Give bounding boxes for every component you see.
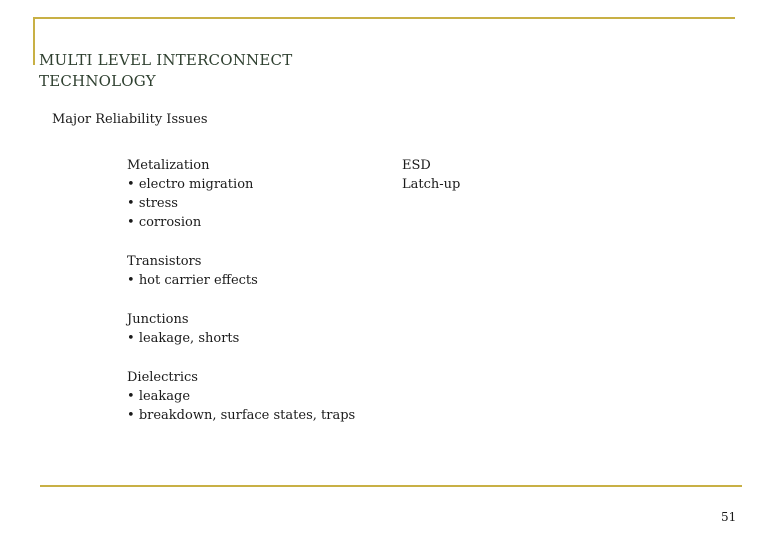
group-junctions — [127, 310, 239, 348]
bullet-item: • stress — [127, 194, 253, 213]
top-border-line — [33, 17, 735, 19]
group-dielectrics — [127, 368, 355, 425]
group-transistors — [127, 252, 258, 290]
group-heading: Dielectrics — [127, 370, 198, 385]
issue-latch-up: Latch-up — [402, 177, 461, 192]
slide-title — [39, 50, 439, 92]
bullet-item: • leakage, shorts — [127, 329, 239, 348]
bullet-item: • breakdown, surface states, traps — [127, 406, 355, 425]
group-heading: Junctions — [127, 312, 189, 327]
bullet-item: • corrosion — [127, 213, 253, 232]
bullet-item: • leakage — [127, 387, 355, 406]
title-line-2: TECHNOLOGY — [39, 72, 156, 90]
slide-subtitle: Major Reliability Issues — [52, 112, 208, 127]
issue-esd: ESD — [402, 158, 431, 173]
group-heading: Transistors — [127, 254, 202, 269]
other-issues-list — [402, 156, 460, 194]
group-heading: Metalization — [127, 158, 210, 173]
bullet-item: • electro migration — [127, 175, 253, 194]
page-number: 51 — [721, 510, 737, 524]
title-line-1: MULTI LEVEL INTERCONNECT — [39, 51, 293, 69]
bottom-border-line — [40, 485, 742, 487]
bullet-item: • hot carrier effects — [127, 271, 258, 290]
left-border-line — [33, 17, 35, 65]
group-metalization — [127, 156, 253, 232]
